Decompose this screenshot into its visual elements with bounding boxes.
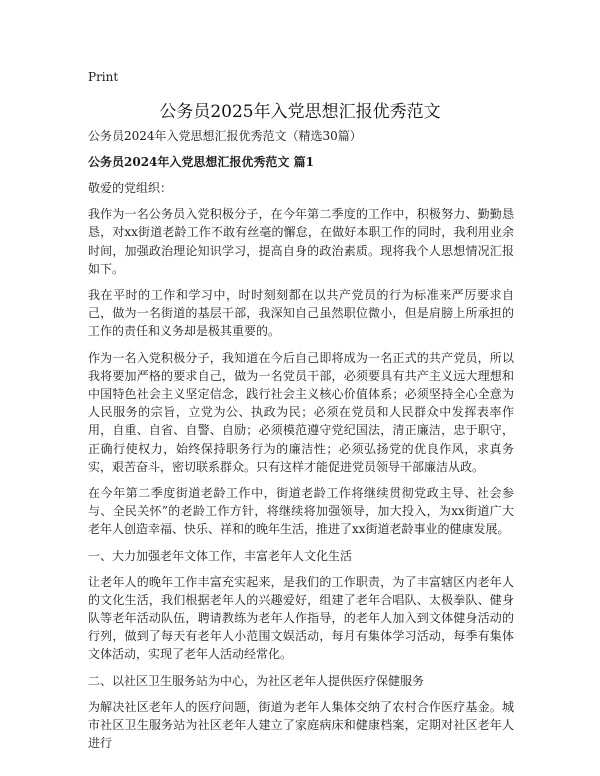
paragraph-3: 作为一名入党积极分子，我知道在今后自己即将成为一名正式的共产党员，所以我将要加严格的要求自己，做为一名党员干部，必须要具有共产主义远大理想和中国特色社会主义坚定信念，践行社会主义核心价值体系；必须坚持全心全意为人民服务的宗旨，立党为公、执政为民；必须在党员和人民群众中发挥表率作用，自重、自省、自警、自励；必须模范遵守党纪国法，清正廉洁，忠于职守，正确行使权力，始终保持职务行为的廉洁性；必须弘扬党的优良作风，求真务实，艰苦奋斗，密切联系群众。只有这样才能促进党员领导干部廉洁从政。 bbox=[88, 350, 514, 474]
document-body bbox=[88, 127, 514, 760]
subheading-2: 二、以社区卫生服务站为中心，为社区老年人提供医疗保健服务 bbox=[88, 673, 425, 688]
print-label[interactable]: Print bbox=[88, 70, 119, 84]
paragraph-4: 在今年第二季度街道老龄工作中，街道老龄工作将继续贯彻党政主导、社会参与、全民关怀”的老龄工作方针，将继续将加强领导，加大投入，为xx街道广大老年人创造幸福、快乐、祥和的晚年生活，推进了xx街道老龄事业的健康发展。 bbox=[88, 486, 514, 537]
subheading-1: 一、大力加强老年文体工作，丰富老年人文化生活 bbox=[88, 548, 353, 563]
paragraph-5: 让老年人的晚年工作丰富充实起来，是我们的工作职责，为了丰富辖区内老年人的文化生活，我们根据老年人的兴趣爱好，组建了老年合唱队、太极拳队、健身队等老年活动队伍，聘请教练为老年人作指导，的老年人加入到文体健身活动的行列，做到了每天有老年人小范围文娱活动，每月有集体学习活动，每季有集体文体活动，实现了老年人活动经常化。 bbox=[88, 574, 514, 662]
page-title: 公务员2025年入党思想汇报优秀范文 bbox=[159, 102, 441, 122]
greeting: 敬爱的党组织： bbox=[88, 181, 173, 195]
paragraph-1: 我作为一名公务员入党积极分子，在今年第二季度的工作中，积极努力、勤勤恳恳，对xx街道老龄工作不敢有丝毫的懈怠，在做好本职工作的同时，我利用业余时间，加强政治理论知识学习，提高自身的政治素质。现将我个人思想情况汇报如下。 bbox=[88, 207, 514, 276]
paragraph-2: 我在平时的工作和学习中，时时刻刻都在以共产党员的行为标准来严厉要求自己，做为一名街道的基层干部，我深知自己虽然职位微小，但是肩膀上所承担的工作的责任和义务却是极其重要的。 bbox=[88, 288, 514, 339]
section-heading: 公务员2024年入党思想汇报优秀范文 篇1 bbox=[88, 155, 314, 169]
paragraph-6: 为解决社区老年人的医疗问题，街道为老年人集体交纳了农村合作医疗基金。城市社区卫生服务站为社区老年人建立了家庭病床和健康档案，定期对社区老年人进行 bbox=[88, 699, 514, 751]
document-subtitle: 公务员2024年入党思想汇报优秀范文（精选30篇） bbox=[88, 129, 362, 143]
